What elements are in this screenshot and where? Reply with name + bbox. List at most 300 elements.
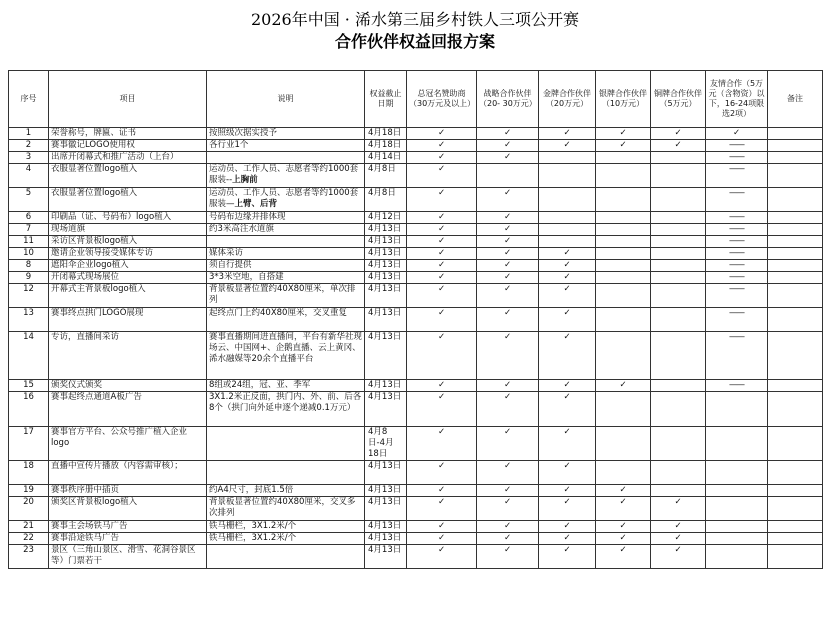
row-item: 开闭幕式现场展位 xyxy=(49,272,207,284)
not-applicable-dash: —— xyxy=(729,284,744,294)
row-mark-title-sponsor xyxy=(407,152,477,164)
row-desc xyxy=(207,212,365,224)
not-applicable-dash: —— xyxy=(729,224,744,234)
table-row xyxy=(9,248,823,260)
document-subtitle: 合作伙伴权益回报方案 xyxy=(334,32,495,51)
check-mark-icon: ✓ xyxy=(437,164,446,174)
row-seq: 6 xyxy=(9,212,49,224)
check-mark-icon: ✓ xyxy=(437,485,446,495)
row-mark-strategic xyxy=(477,224,539,236)
row-mark-strategic xyxy=(477,236,539,248)
row-item: 赛事官方平台、公众号推广植入企业logo xyxy=(49,427,207,461)
check-mark-icon: ✓ xyxy=(619,140,627,150)
check-mark-icon: ✓ xyxy=(437,427,446,437)
row-mark-title-sponsor xyxy=(407,272,477,284)
row-mark-bronze xyxy=(651,140,706,152)
row-remark xyxy=(768,545,823,569)
check-mark-icon: ✓ xyxy=(563,461,571,471)
row-mark-silver xyxy=(596,152,651,164)
check-mark-icon: ✓ xyxy=(503,308,512,318)
table-row xyxy=(9,427,823,461)
row-mark-strategic xyxy=(477,284,539,308)
not-applicable-dash: —— xyxy=(729,380,744,390)
check-mark-icon: ✓ xyxy=(437,248,446,258)
row-item: 赛事沿途铁马广告 xyxy=(49,533,207,545)
row-mark-friendly xyxy=(706,152,768,164)
check-mark-icon: ✓ xyxy=(437,272,446,282)
row-seq: 14 xyxy=(9,332,49,380)
row-mark-title-sponsor xyxy=(407,427,477,461)
not-applicable-dash: —— xyxy=(729,188,744,198)
table-row xyxy=(9,152,823,164)
row-desc xyxy=(207,392,365,427)
row-mark-silver xyxy=(596,248,651,260)
row-desc-text: 赛事直播期间进直播间，平台有新华社现场云、中国网+、企鹅直播、云上黄冈、浠水融媒等20余个直播平台 xyxy=(209,332,363,364)
check-mark-icon: ✓ xyxy=(437,380,446,390)
row-mark-friendly xyxy=(706,248,768,260)
row-mark-title-sponsor xyxy=(407,533,477,545)
row-remark xyxy=(768,152,823,164)
row-desc xyxy=(207,545,365,569)
row-remark xyxy=(768,497,823,521)
row-item: 采访区背景板logo植入 xyxy=(49,236,207,248)
check-mark-icon: ✓ xyxy=(619,533,627,543)
row-desc-text: 运动员、工作人员、志愿者等约1000套服装-- xyxy=(209,164,359,185)
row-mark-bronze xyxy=(651,284,706,308)
row-deadline: 4月13日 xyxy=(365,485,407,497)
not-applicable-dash: —— xyxy=(729,212,744,222)
row-mark-bronze xyxy=(651,248,706,260)
row-mark-silver xyxy=(596,497,651,521)
table-row xyxy=(9,284,823,308)
row-mark-friendly xyxy=(706,236,768,248)
row-mark-title-sponsor xyxy=(407,332,477,380)
row-deadline: 4月13日 xyxy=(365,392,407,427)
check-mark-icon: ✓ xyxy=(503,272,512,282)
check-mark-icon: ✓ xyxy=(503,533,512,543)
check-mark-icon: ✓ xyxy=(437,497,446,507)
row-seq: 1 xyxy=(9,128,49,140)
row-mark-gold xyxy=(539,224,596,236)
row-mark-silver xyxy=(596,332,651,380)
row-mark-strategic xyxy=(477,212,539,224)
table-row xyxy=(9,485,823,497)
row-mark-silver xyxy=(596,284,651,308)
check-mark-icon: ✓ xyxy=(563,272,571,282)
row-desc-text: 约3米高注水道旗 xyxy=(209,224,274,234)
row-mark-strategic xyxy=(477,164,539,188)
row-mark-silver xyxy=(596,236,651,248)
row-remark xyxy=(768,140,823,152)
row-mark-strategic xyxy=(477,260,539,272)
row-seq: 7 xyxy=(9,224,49,236)
row-mark-bronze xyxy=(651,392,706,427)
row-mark-friendly xyxy=(706,545,768,569)
check-mark-icon: ✓ xyxy=(437,533,446,543)
row-mark-title-sponsor xyxy=(407,284,477,308)
table-header-row xyxy=(9,71,823,128)
row-mark-bronze xyxy=(651,152,706,164)
row-mark-silver xyxy=(596,188,651,212)
row-mark-gold xyxy=(539,212,596,224)
not-applicable-dash: —— xyxy=(729,140,744,150)
row-desc xyxy=(207,236,365,248)
row-mark-title-sponsor xyxy=(407,224,477,236)
check-mark-icon: ✓ xyxy=(437,392,446,402)
check-mark-icon: ✓ xyxy=(674,140,682,150)
row-desc xyxy=(207,427,365,461)
table-row xyxy=(9,272,823,284)
row-item: 邀请企业领导接受媒体专访 xyxy=(49,248,207,260)
row-mark-silver xyxy=(596,224,651,236)
row-seq: 20 xyxy=(9,497,49,521)
row-deadline: 4月13日 xyxy=(365,260,407,272)
row-seq: 11 xyxy=(9,236,49,248)
row-seq: 2 xyxy=(9,140,49,152)
row-mark-friendly xyxy=(706,392,768,427)
check-mark-icon: ✓ xyxy=(674,533,682,543)
row-deadline: 4月13日 xyxy=(365,224,407,236)
row-mark-title-sponsor xyxy=(407,140,477,152)
not-applicable-dash: —— xyxy=(729,272,744,282)
row-item: 赛事徽记LOGO使用权 xyxy=(49,140,207,152)
row-mark-friendly xyxy=(706,521,768,533)
row-deadline: 4月13日 xyxy=(365,284,407,308)
check-mark-icon: ✓ xyxy=(437,308,446,318)
row-remark xyxy=(768,485,823,497)
table-row xyxy=(9,533,823,545)
row-seq: 8 xyxy=(9,260,49,272)
row-desc-emphasis: 上臂、后背 xyxy=(234,199,278,209)
row-mark-silver xyxy=(596,212,651,224)
row-mark-friendly xyxy=(706,533,768,545)
row-desc xyxy=(207,461,365,485)
check-mark-icon: ✓ xyxy=(437,128,446,138)
row-mark-title-sponsor xyxy=(407,248,477,260)
row-desc xyxy=(207,497,365,521)
row-mark-title-sponsor xyxy=(407,236,477,248)
table-row xyxy=(9,521,823,533)
row-mark-silver xyxy=(596,427,651,461)
row-mark-bronze xyxy=(651,521,706,533)
row-mark-gold xyxy=(539,140,596,152)
row-deadline: 4月13日 xyxy=(365,236,407,248)
row-mark-friendly xyxy=(706,128,768,140)
row-item: 出席开闭幕式和推广活动（上台） xyxy=(49,152,207,164)
row-mark-title-sponsor xyxy=(407,461,477,485)
row-seq: 3 xyxy=(9,152,49,164)
row-mark-title-sponsor xyxy=(407,392,477,427)
row-mark-bronze xyxy=(651,128,706,140)
check-mark-icon: ✓ xyxy=(503,248,512,258)
check-mark-icon: ✓ xyxy=(503,236,512,246)
check-mark-icon: ✓ xyxy=(503,392,512,402)
table-row xyxy=(9,164,823,188)
row-remark xyxy=(768,380,823,392)
row-mark-strategic xyxy=(477,248,539,260)
row-mark-strategic xyxy=(477,152,539,164)
not-applicable-dash: —— xyxy=(729,332,744,342)
row-seq: 15 xyxy=(9,380,49,392)
row-item: 颁奖仪式颁奖 xyxy=(49,380,207,392)
row-mark-title-sponsor xyxy=(407,164,477,188)
row-mark-gold xyxy=(539,164,596,188)
row-desc xyxy=(207,284,365,308)
row-mark-gold xyxy=(539,308,596,332)
row-seq: 12 xyxy=(9,284,49,308)
row-mark-friendly xyxy=(706,272,768,284)
row-deadline: 4月18日 xyxy=(365,128,407,140)
check-mark-icon: ✓ xyxy=(437,212,446,222)
row-mark-bronze xyxy=(651,308,706,332)
check-mark-icon: ✓ xyxy=(503,212,512,222)
check-mark-icon: ✓ xyxy=(503,140,512,150)
row-mark-bronze xyxy=(651,461,706,485)
check-mark-icon: ✓ xyxy=(563,332,571,342)
check-mark-icon: ✓ xyxy=(619,545,627,555)
check-mark-icon: ✓ xyxy=(563,260,571,270)
row-deadline: 4月14日 xyxy=(365,152,407,164)
table-row xyxy=(9,128,823,140)
row-desc xyxy=(207,152,365,164)
row-deadline: 4月8日-4月18日 xyxy=(365,427,407,461)
check-mark-icon: ✓ xyxy=(619,485,627,495)
row-mark-silver xyxy=(596,521,651,533)
row-mark-gold xyxy=(539,521,596,533)
row-mark-strategic xyxy=(477,332,539,380)
row-item: 开幕式主背景板logo植入 xyxy=(49,284,207,308)
row-mark-gold xyxy=(539,545,596,569)
table-row xyxy=(9,212,823,224)
check-mark-icon: ✓ xyxy=(503,224,512,234)
row-mark-bronze xyxy=(651,188,706,212)
row-mark-bronze xyxy=(651,272,706,284)
check-mark-icon: ✓ xyxy=(503,188,512,198)
check-mark-icon: ✓ xyxy=(563,284,571,294)
row-desc xyxy=(207,188,365,212)
row-seq: 17 xyxy=(9,427,49,461)
row-mark-silver xyxy=(596,308,651,332)
check-mark-icon: ✓ xyxy=(503,497,512,507)
row-mark-strategic xyxy=(477,485,539,497)
row-mark-strategic xyxy=(477,497,539,521)
not-applicable-dash: —— xyxy=(729,236,744,246)
check-mark-icon: ✓ xyxy=(563,427,571,437)
row-seq: 9 xyxy=(9,272,49,284)
row-mark-strategic xyxy=(477,461,539,485)
row-desc-text: 3X1.2米正反面，拱门内、外、前、后各8个（拱门向外延申逐个递减0.1万元） xyxy=(209,392,362,413)
row-seq: 13 xyxy=(9,308,49,332)
row-mark-gold xyxy=(539,272,596,284)
row-mark-title-sponsor xyxy=(407,380,477,392)
row-remark xyxy=(768,164,823,188)
row-mark-strategic xyxy=(477,521,539,533)
row-mark-title-sponsor xyxy=(407,212,477,224)
check-mark-icon: ✓ xyxy=(674,128,682,138)
row-mark-gold xyxy=(539,248,596,260)
row-remark xyxy=(768,128,823,140)
check-mark-icon: ✓ xyxy=(674,521,682,531)
check-mark-icon: ✓ xyxy=(563,497,571,507)
row-remark xyxy=(768,427,823,461)
row-desc-text: 铁马栅栏，3X1.2米/个 xyxy=(209,521,297,531)
row-item: 遮阳伞企业logo植入 xyxy=(49,260,207,272)
header-gold: 金牌合作伙伴（20万元） xyxy=(539,71,596,128)
table-row xyxy=(9,497,823,521)
row-desc xyxy=(207,308,365,332)
row-mark-gold xyxy=(539,284,596,308)
rights-table xyxy=(8,70,823,569)
row-deadline: 4月12日 xyxy=(365,212,407,224)
row-item: 景区（三角山景区、滑雪、花洞谷景区等）门票若干 xyxy=(49,545,207,569)
row-mark-bronze xyxy=(651,332,706,380)
header-title-sponsor: 总冠名赞助商（30万元及以上） xyxy=(407,71,477,128)
document-title: 2026年中国 · 浠水第三届乡村铁人三项公开赛 xyxy=(251,10,579,29)
row-remark xyxy=(768,284,823,308)
check-mark-icon: ✓ xyxy=(732,128,741,138)
header-strategic: 战略合作伙伴（20- 30万元） xyxy=(477,71,539,128)
row-mark-friendly xyxy=(706,427,768,461)
row-mark-gold xyxy=(539,152,596,164)
row-mark-strategic xyxy=(477,380,539,392)
row-remark xyxy=(768,260,823,272)
table-row xyxy=(9,392,823,427)
row-mark-bronze xyxy=(651,164,706,188)
row-mark-title-sponsor xyxy=(407,521,477,533)
row-desc-text: 起终点门上约40X80厘米，交叉重复 xyxy=(209,308,347,318)
row-mark-gold xyxy=(539,380,596,392)
row-mark-silver xyxy=(596,164,651,188)
not-applicable-dash: —— xyxy=(729,308,744,318)
row-desc xyxy=(207,140,365,152)
row-remark xyxy=(768,461,823,485)
check-mark-icon: ✓ xyxy=(619,128,627,138)
row-mark-gold xyxy=(539,332,596,380)
not-applicable-dash: —— xyxy=(729,164,744,174)
row-deadline: 4月13日 xyxy=(365,545,407,569)
row-mark-friendly xyxy=(706,260,768,272)
row-desc xyxy=(207,533,365,545)
row-mark-friendly xyxy=(706,284,768,308)
row-desc xyxy=(207,272,365,284)
row-desc-text: 8组或24组，冠、亚、季军 xyxy=(209,380,311,390)
row-seq: 23 xyxy=(9,545,49,569)
not-applicable-dash: —— xyxy=(729,248,744,258)
header-deadline: 权益截止日期 xyxy=(365,71,407,128)
check-mark-icon: ✓ xyxy=(563,308,571,318)
row-mark-gold xyxy=(539,128,596,140)
check-mark-icon: ✓ xyxy=(563,248,571,258)
check-mark-icon: ✓ xyxy=(437,236,446,246)
row-mark-title-sponsor xyxy=(407,497,477,521)
row-desc xyxy=(207,248,365,260)
row-mark-strategic xyxy=(477,533,539,545)
row-desc-text: 背景板显著位置约40X80厘米，交叉多次排列 xyxy=(209,497,356,518)
row-deadline: 4月13日 xyxy=(365,248,407,260)
check-mark-icon: ✓ xyxy=(437,152,446,162)
row-mark-bronze xyxy=(651,427,706,461)
row-mark-friendly xyxy=(706,212,768,224)
row-item: 荣誉称号，牌匾、证书 xyxy=(49,128,207,140)
row-mark-title-sponsor xyxy=(407,128,477,140)
check-mark-icon: ✓ xyxy=(674,497,682,507)
row-item: 直播中宣传片播放（内容需审核）； xyxy=(49,461,207,485)
row-mark-friendly xyxy=(706,308,768,332)
row-seq: 21 xyxy=(9,521,49,533)
check-mark-icon: ✓ xyxy=(619,521,627,531)
row-deadline: 4月13日 xyxy=(365,533,407,545)
check-mark-icon: ✓ xyxy=(437,332,446,342)
header-silver: 银牌合作伙伴（10万元） xyxy=(596,71,651,128)
check-mark-icon: ✓ xyxy=(503,461,512,471)
row-desc-text: 约A4尺寸，封底1.5倍 xyxy=(209,485,294,495)
row-item: 赛事秩序册中插页 xyxy=(49,485,207,497)
row-mark-title-sponsor xyxy=(407,545,477,569)
row-mark-gold xyxy=(539,461,596,485)
row-deadline: 4月8日 xyxy=(365,188,407,212)
check-mark-icon: ✓ xyxy=(563,533,571,543)
row-mark-friendly xyxy=(706,224,768,236)
row-mark-strategic xyxy=(477,427,539,461)
check-mark-icon: ✓ xyxy=(437,521,446,531)
row-mark-friendly xyxy=(706,332,768,380)
row-desc-text: 须自行提供 xyxy=(209,260,252,270)
row-remark xyxy=(768,212,823,224)
table-row xyxy=(9,545,823,569)
row-seq: 5 xyxy=(9,188,49,212)
check-mark-icon: ✓ xyxy=(563,140,571,150)
table-row xyxy=(9,236,823,248)
check-mark-icon: ✓ xyxy=(563,485,571,495)
check-mark-icon: ✓ xyxy=(563,521,571,531)
row-deadline: 4月13日 xyxy=(365,380,407,392)
row-deadline: 4月13日 xyxy=(365,272,407,284)
check-mark-icon: ✓ xyxy=(619,380,627,390)
check-mark-icon: ✓ xyxy=(563,392,571,402)
check-mark-icon: ✓ xyxy=(503,427,512,437)
row-seq: 4 xyxy=(9,164,49,188)
row-remark xyxy=(768,224,823,236)
row-remark xyxy=(768,188,823,212)
check-mark-icon: ✓ xyxy=(503,380,512,390)
table-row xyxy=(9,380,823,392)
row-seq: 19 xyxy=(9,485,49,497)
row-deadline: 4月13日 xyxy=(365,308,407,332)
row-desc-text: 按照级次据实授予 xyxy=(209,128,278,138)
row-mark-gold xyxy=(539,485,596,497)
row-desc xyxy=(207,485,365,497)
not-applicable-dash: —— xyxy=(729,260,744,270)
row-desc xyxy=(207,521,365,533)
row-mark-silver xyxy=(596,260,651,272)
row-mark-bronze xyxy=(651,260,706,272)
check-mark-icon: ✓ xyxy=(503,485,512,495)
check-mark-icon: ✓ xyxy=(503,545,512,555)
row-mark-gold xyxy=(539,497,596,521)
row-mark-bronze xyxy=(651,533,706,545)
row-desc-text: 3*3米空地，自搭建 xyxy=(209,272,284,282)
header-bronze: 铜牌合作伙伴（5万元） xyxy=(651,71,706,128)
check-mark-icon: ✓ xyxy=(437,461,446,471)
row-mark-friendly xyxy=(706,461,768,485)
row-deadline: 4月13日 xyxy=(365,497,407,521)
check-mark-icon: ✓ xyxy=(563,128,571,138)
header-desc: 说明 xyxy=(207,71,365,128)
table-row xyxy=(9,461,823,485)
header-seq: 序号 xyxy=(9,71,49,128)
table-row xyxy=(9,188,823,212)
row-desc-text: 媒体采访 xyxy=(209,248,244,258)
